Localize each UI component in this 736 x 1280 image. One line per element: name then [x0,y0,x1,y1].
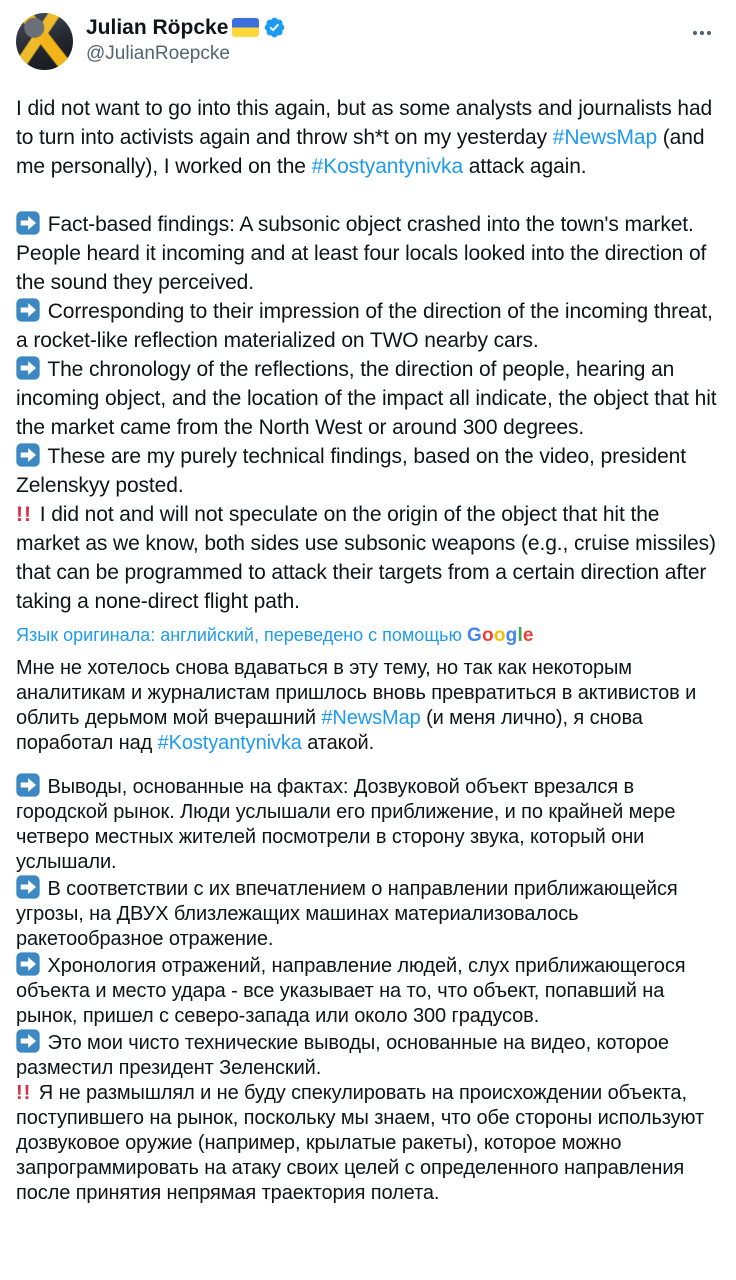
name-row [86,14,286,41]
user-handle[interactable]: @JulianRoepcke [86,43,230,64]
translation-notice-link[interactable] [16,624,724,647]
tweet-paragraph: Fact-based findings: A subsonic object crashed into the town's market. People heard it incoming and at least four locals looked into the direction of the sound they perceived. [16,213,707,294]
tweet-text-english [16,94,724,616]
tweet-paragraph: !! I did not and will not speculate on the origin of the object that hit the market as we know, both sides use subsonic weapons (e.g., cruise missiles) that can be programmed to attack their targets from a certain direction after taking a none-direct flight path. [16,503,716,613]
right-arrow-emoji [16,952,40,976]
google-logo-letter: o [482,625,494,646]
tweet-header [16,13,724,70]
right-arrow-emoji [16,298,40,322]
verified-badge-icon [263,16,286,39]
google-logo-letter: l [517,625,523,646]
ukraine-flag-emoji [232,18,259,37]
more-menu-icon[interactable] [686,17,718,52]
right-arrow-emoji [16,443,40,467]
tweet-text-russian [16,656,724,1206]
tweet-paragraph: I did not want to go into this again, but as some analysts and journalists had to turn into activists again and throw sh*t on my yesterday #NewsMap (and me personally), I worked on the #Kostyantynivka attack again. [16,97,713,178]
tweet-paragraph: Мне не хотелось снова вдаваться в эту тему, но так как некоторым аналитикам и журналистам пришлось вновь превратиться в активистов и облить дерьмом мой вчерашний #NewsMap (и меня лично), я снова поработал над #Kostyantynivka атакой. [16,657,697,754]
tweet-paragraph: Выводы, основанные на фактах: Дозвуковой объект врезался в городской рынок. Люди услышали его приближение, и по крайней мере четверо местных жителей посмотрели в сторону звука, который они услышали. [16,773,724,875]
double-exclamation-emoji: !! [16,1082,32,1104]
tweet-paragraph: Corresponding to their impression of the direction of the incoming threat, a rocket-like reflection materialized on TWO nearby cars. [16,300,713,352]
hashtag-link[interactable]: #Kostyantynivka [311,155,464,178]
hashtag-link[interactable]: #NewsMap [552,126,658,149]
translation-notice-text: Язык оригинала: английский, переведено с помощью [16,625,468,645]
tweet-paragraph: These are my purely technical findings, based on the video, president Zelenskyy posted. [16,445,687,497]
display-name[interactable]: Julian Röpcke [86,16,229,39]
right-arrow-emoji [16,211,40,235]
tweet-paragraph: Хронология отражений, направление людей, слух приближающегося объекта и место удара - все указывает на то, что объект, попавший на рынок, пришел с северо-запада или около 300 градусов. [16,952,724,1029]
right-arrow-emoji [16,875,40,899]
tweet-paragraph: В соответствии с их впечатлением о направлении приближающейся угрозы, на ДВУХ близлежащих машинах материализовалось ракетообразное отражение. [16,875,724,952]
right-arrow-emoji [16,356,40,380]
hashtag-link[interactable]: #Kostyantynivka [157,732,302,754]
right-arrow-emoji [16,773,40,797]
google-logo-letter: g [505,625,518,646]
right-arrow-emoji [16,1029,40,1053]
tweet-paragraph: The chronology of the reflections, the direction of people, hearing an incoming object, and the location of the impact all indicate, the object that hit the market came from the North West or around 300 degrees. [16,358,717,439]
google-logo [467,625,534,646]
hashtag-link[interactable]: #NewsMap [321,707,421,729]
double-exclamation-emoji: !! [16,503,32,526]
google-logo-letter: e [522,625,534,646]
user-info [86,13,286,66]
tweet-paragraph: Это мои чисто технические выводы, основанные на видео, которое разместил президент Зеленский. [16,1029,724,1081]
google-logo-letter: o [493,625,506,646]
tweet-paragraph: !! Я не размышлял и не буду спекулировать на происхождении объекта, поступившего на рынок, поскольку мы знаем, что обе стороны используют дозвуковое оружие (например, крылатые ракеты), которое можно запрограммировать на атаку своих целей с определенного направления после принятия непрямая траектория полета. [16,1082,705,1204]
google-logo-letter: G [467,625,482,646]
avatar[interactable] [16,13,73,70]
